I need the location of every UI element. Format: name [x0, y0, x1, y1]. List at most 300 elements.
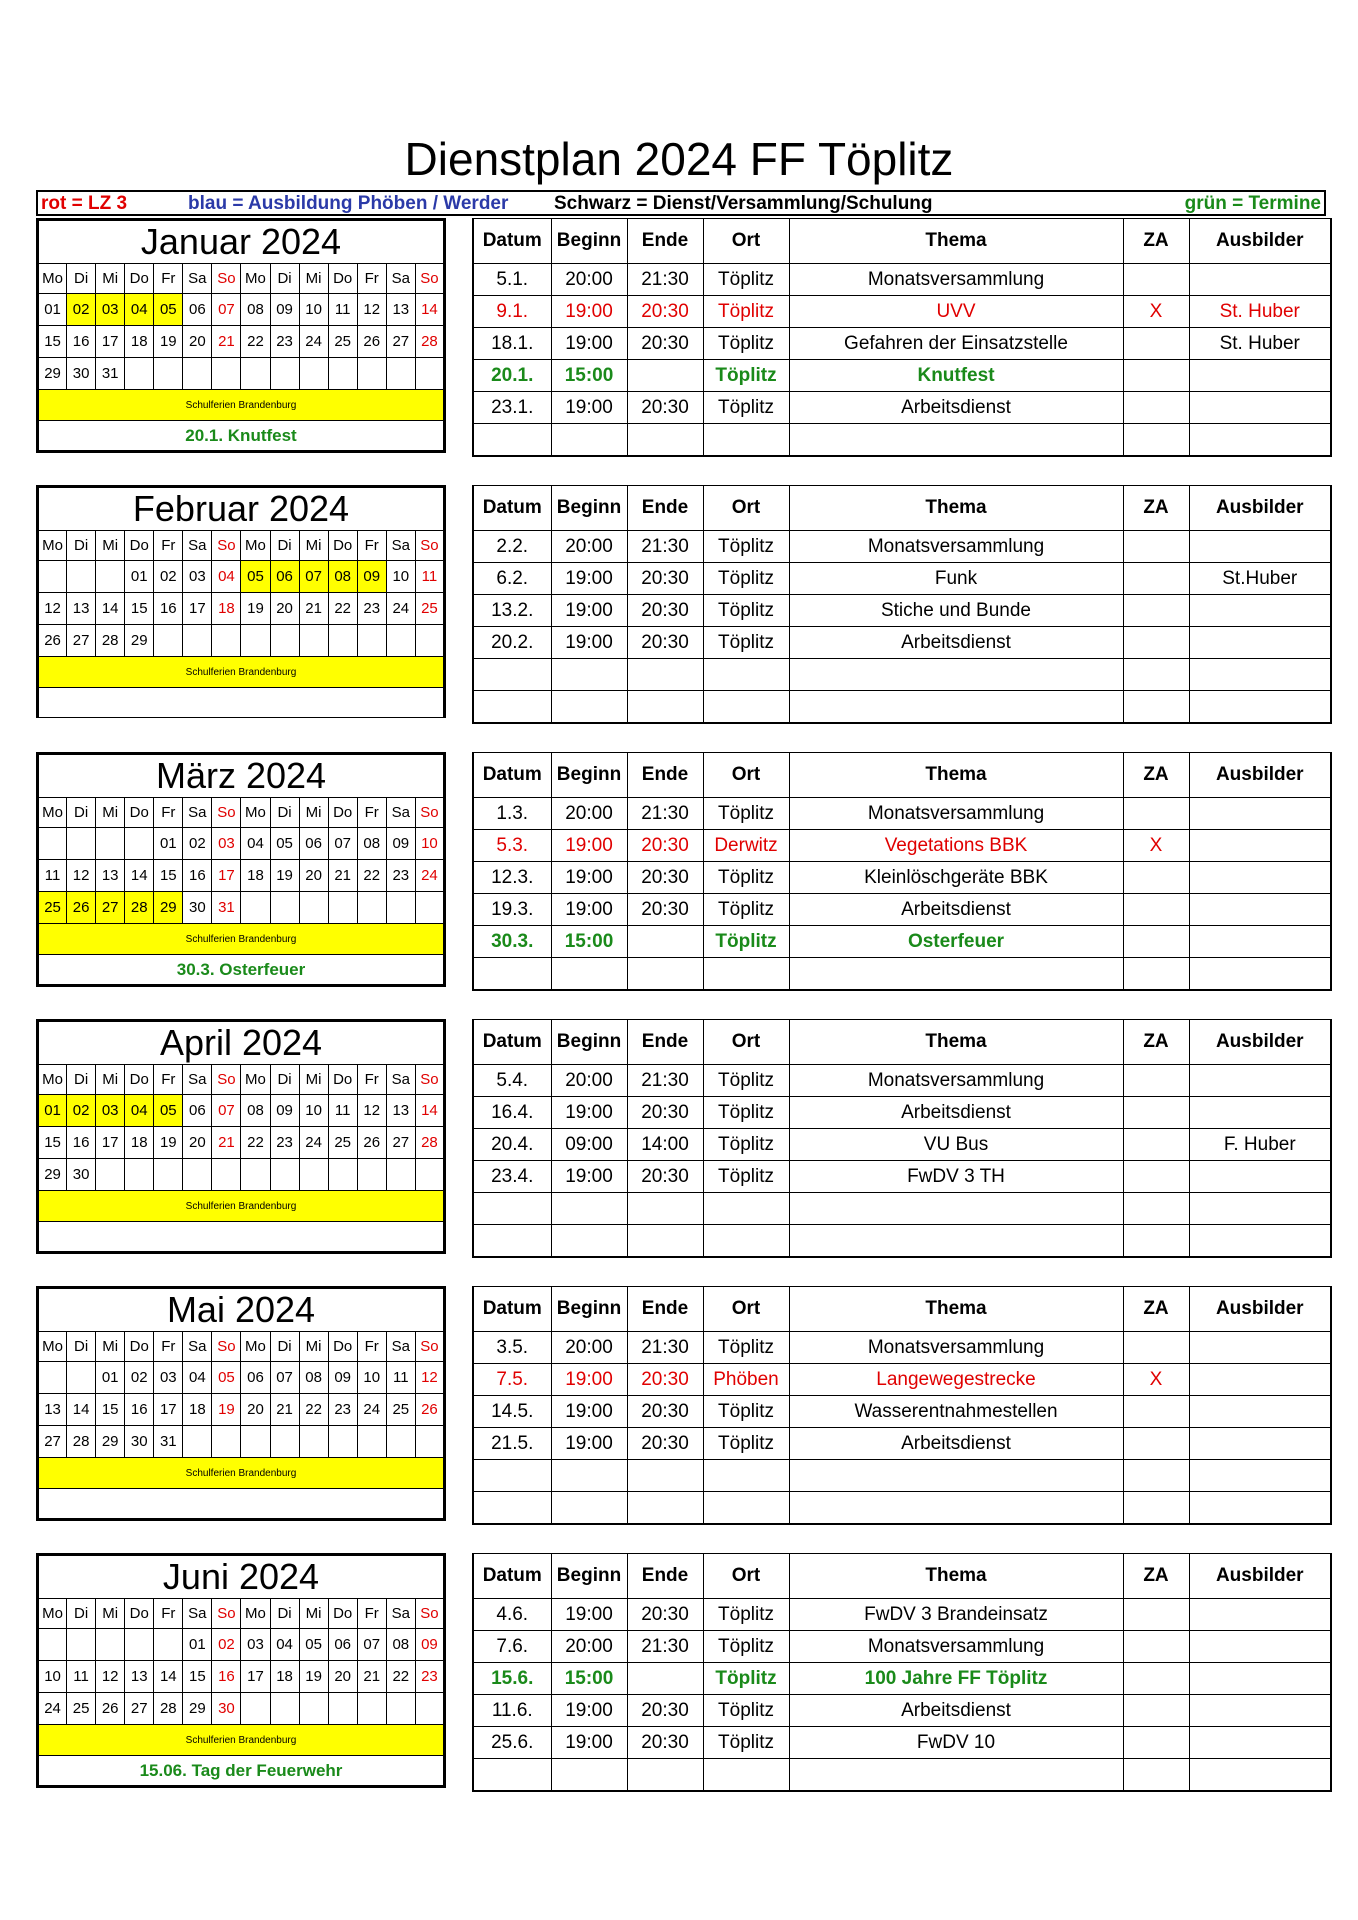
- cell-za: [1123, 1492, 1189, 1525]
- calendar-day: 19: [270, 860, 299, 892]
- calendar-day: [125, 828, 154, 860]
- calendar-day: 21: [357, 1661, 386, 1693]
- calendar-day: 06: [270, 561, 299, 593]
- calendar-day: [96, 828, 125, 860]
- weekday-header: Di: [67, 1599, 96, 1629]
- cell-ausbilder: St. Huber: [1189, 296, 1331, 328]
- cell-beginn: 15:00: [551, 926, 627, 958]
- column-header: Ausbilder: [1189, 1020, 1331, 1065]
- calendar-day: [183, 358, 212, 390]
- calendar-day: 21: [212, 326, 241, 358]
- calendar-day: [67, 828, 96, 860]
- calendar-day: 20: [299, 860, 328, 892]
- calendar-day: 24: [299, 326, 328, 358]
- calendar-day: 04: [183, 1362, 212, 1394]
- cell-datum: 23.4.: [473, 1161, 551, 1193]
- cell-za: [1123, 627, 1189, 659]
- weekday-header: Fr: [357, 1599, 386, 1629]
- calendar-day: 08: [241, 1095, 270, 1127]
- calendar-day: [386, 1693, 415, 1725]
- calendar-day: 04: [241, 828, 270, 860]
- schedule-row: [473, 830, 1331, 862]
- calendar-day: 07: [212, 294, 241, 326]
- calendar-day: [328, 1426, 357, 1458]
- calendar-day: [357, 1426, 386, 1458]
- calendar-day: [154, 1629, 183, 1661]
- cell-ort: Töplitz: [703, 296, 789, 328]
- cell-ende: 20:30: [627, 595, 703, 627]
- cell-ort: [703, 1225, 789, 1258]
- cell-ausbilder: [1189, 1161, 1331, 1193]
- weekday-header: Di: [67, 1065, 96, 1095]
- column-header: Thema: [789, 1554, 1123, 1599]
- calendar-day: 06: [328, 1629, 357, 1661]
- calendar-day: [270, 1159, 299, 1191]
- weekday-header: Do: [125, 798, 154, 828]
- calendar-day: 23: [386, 860, 415, 892]
- cell-za: [1123, 1695, 1189, 1727]
- calendar-day: [328, 892, 357, 924]
- column-header: Datum: [473, 1287, 551, 1332]
- cell-thema: VU Bus: [789, 1129, 1123, 1161]
- weekday-header: Fr: [154, 1065, 183, 1095]
- weekday-header: Mi: [96, 1599, 125, 1629]
- weekday-header: Mo: [241, 264, 270, 294]
- calendar-day: 01: [125, 561, 154, 593]
- month-calendar: [36, 218, 446, 453]
- calendar-day: 22: [357, 860, 386, 892]
- cell-thema: UVV: [789, 296, 1123, 328]
- calendar-day: 24: [38, 1693, 67, 1725]
- cell-ende: [627, 1759, 703, 1792]
- cell-za: [1123, 958, 1189, 991]
- weekday-header: Mo: [38, 1599, 67, 1629]
- calendar-day: 31: [154, 1426, 183, 1458]
- calendar-day: 06: [183, 1095, 212, 1127]
- cell-beginn: 19:00: [551, 894, 627, 926]
- calendar-day: 12: [415, 1362, 444, 1394]
- cell-ende: 21:30: [627, 1065, 703, 1097]
- cell-ort: Töplitz: [703, 563, 789, 595]
- column-header: Datum: [473, 486, 551, 531]
- cell-za: [1123, 424, 1189, 457]
- calendar-day: 27: [38, 1426, 67, 1458]
- calendar-day: 09: [270, 294, 299, 326]
- calendar-day: 19: [241, 593, 270, 625]
- month-schedule: [472, 1286, 1330, 1525]
- calendar-day: 29: [38, 1159, 67, 1191]
- cell-ort: [703, 958, 789, 991]
- cell-beginn: [551, 1492, 627, 1525]
- cell-ausbilder: [1189, 1695, 1331, 1727]
- cell-ort: Töplitz: [703, 1129, 789, 1161]
- column-header: ZA: [1123, 1020, 1189, 1065]
- calendar-day: [212, 1159, 241, 1191]
- cell-thema: [789, 1460, 1123, 1492]
- cell-datum: 30.3.: [473, 926, 551, 958]
- month-schedule: [472, 218, 1330, 457]
- schedule-table: [472, 218, 1332, 457]
- month-name: Februar 2024: [38, 487, 445, 531]
- month-note: 30.3. Osterfeuer: [38, 955, 445, 986]
- cell-ausbilder: [1189, 1759, 1331, 1792]
- schedule-row: [473, 1759, 1331, 1792]
- cell-thema: [789, 1193, 1123, 1225]
- cell-ende: 21:30: [627, 798, 703, 830]
- schedule-row: [473, 360, 1331, 392]
- weekday-header: Mo: [38, 798, 67, 828]
- cell-ende: 20:30: [627, 1161, 703, 1193]
- month-name: März 2024: [38, 754, 445, 798]
- weekday-header: Fr: [154, 264, 183, 294]
- cell-ende: 20:30: [627, 1695, 703, 1727]
- column-header: Datum: [473, 753, 551, 798]
- weekday-header: Do: [328, 1332, 357, 1362]
- cell-ausbilder: St.Huber: [1189, 563, 1331, 595]
- calendar-day: [270, 1426, 299, 1458]
- schedule-table: [472, 1553, 1332, 1792]
- calendar-day: 08: [299, 1362, 328, 1394]
- page-title: Dienstplan 2024 FF Töplitz: [404, 133, 954, 185]
- cell-ausbilder: [1189, 595, 1331, 627]
- column-header: Ort: [703, 486, 789, 531]
- cell-za: [1123, 1225, 1189, 1258]
- calendar-day: 21: [270, 1394, 299, 1426]
- cell-beginn: 19:00: [551, 1097, 627, 1129]
- calendar-day: [96, 1159, 125, 1191]
- cell-datum: 20.2.: [473, 627, 551, 659]
- weekday-header: Mi: [96, 1065, 125, 1095]
- cell-thema: Arbeitsdienst: [789, 894, 1123, 926]
- cell-datum: [473, 691, 551, 724]
- cell-beginn: 19:00: [551, 595, 627, 627]
- cell-za: [1123, 691, 1189, 724]
- calendar-day: 27: [96, 892, 125, 924]
- column-header: Ort: [703, 1020, 789, 1065]
- cell-datum: 18.1.: [473, 328, 551, 360]
- weekday-header: Mi: [96, 531, 125, 561]
- weekday-header: Mo: [241, 798, 270, 828]
- calendar-day: 05: [154, 1095, 183, 1127]
- calendar-day: 23: [357, 593, 386, 625]
- weekday-header: Mi: [299, 531, 328, 561]
- calendar-day: 02: [67, 294, 96, 326]
- calendar-day: 24: [386, 593, 415, 625]
- calendar-day: 07: [357, 1629, 386, 1661]
- calendar-day: 18: [270, 1661, 299, 1693]
- weekday-header: Mi: [96, 1332, 125, 1362]
- schedule-row: [473, 531, 1331, 563]
- column-header: Beginn: [551, 753, 627, 798]
- cell-datum: [473, 659, 551, 691]
- cell-datum: 20.1.: [473, 360, 551, 392]
- cell-za: [1123, 1599, 1189, 1631]
- calendar-day: 27: [67, 625, 96, 657]
- calendar-day: 27: [386, 326, 415, 358]
- cell-za: [1123, 1193, 1189, 1225]
- cell-za: [1123, 1631, 1189, 1663]
- calendar-grid: [36, 1286, 446, 1521]
- calendar-day: [357, 625, 386, 657]
- weekday-header: Do: [125, 1065, 154, 1095]
- weekday-header: So: [212, 1065, 241, 1095]
- calendar-day: 22: [299, 1394, 328, 1426]
- schedule-table: [472, 485, 1332, 724]
- cell-ausbilder: [1189, 424, 1331, 457]
- weekday-header: Fr: [357, 531, 386, 561]
- cell-thema: Knutfest: [789, 360, 1123, 392]
- weekday-header: Di: [67, 531, 96, 561]
- calendar-day: 14: [415, 1095, 444, 1127]
- cell-za: X: [1123, 296, 1189, 328]
- calendar-day: 08: [328, 561, 357, 593]
- cell-thema: Gefahren der Einsatzstelle: [789, 328, 1123, 360]
- cell-ende: 20:30: [627, 1364, 703, 1396]
- weekday-header: Mi: [299, 1599, 328, 1629]
- calendar-day: [38, 1629, 67, 1661]
- weekday-header: Fr: [154, 1332, 183, 1362]
- calendar-day: 03: [183, 561, 212, 593]
- calendar-day: 19: [154, 1127, 183, 1159]
- cell-ort: [703, 424, 789, 457]
- calendar-day: 02: [212, 1629, 241, 1661]
- cell-beginn: 19:00: [551, 1599, 627, 1631]
- calendar-day: 17: [183, 593, 212, 625]
- weekday-header: Mi: [299, 798, 328, 828]
- calendar-day: 20: [270, 593, 299, 625]
- calendar-day: 29: [96, 1426, 125, 1458]
- calendar-day: 12: [357, 294, 386, 326]
- calendar-day: 12: [96, 1661, 125, 1693]
- calendar-day: 22: [241, 326, 270, 358]
- cell-ort: [703, 1759, 789, 1792]
- calendar-day: [357, 358, 386, 390]
- calendar-day: 25: [328, 326, 357, 358]
- month-name: Mai 2024: [38, 1288, 445, 1332]
- cell-ort: Töplitz: [703, 1727, 789, 1759]
- calendar-day: 18: [212, 593, 241, 625]
- calendar-day: [328, 1159, 357, 1191]
- cell-datum: 14.5.: [473, 1396, 551, 1428]
- schedule-row: [473, 1631, 1331, 1663]
- weekday-header: Mi: [96, 798, 125, 828]
- cell-beginn: 09:00: [551, 1129, 627, 1161]
- calendar-day: 25: [386, 1394, 415, 1426]
- weekday-header: Sa: [386, 798, 415, 828]
- column-header: Beginn: [551, 219, 627, 264]
- cell-ausbilder: [1189, 627, 1331, 659]
- calendar-day: [386, 358, 415, 390]
- calendar-day: [67, 1362, 96, 1394]
- cell-ende: 20:30: [627, 627, 703, 659]
- column-header: Ort: [703, 1287, 789, 1332]
- weekday-header: Mi: [299, 264, 328, 294]
- cell-thema: Monatsversammlung: [789, 1332, 1123, 1364]
- calendar-day: [299, 1693, 328, 1725]
- weekday-header: Mo: [241, 1599, 270, 1629]
- calendar-day: 29: [154, 892, 183, 924]
- cell-ende: [627, 360, 703, 392]
- calendar-day: [241, 1426, 270, 1458]
- calendar-day: [328, 1693, 357, 1725]
- calendar-day: 23: [270, 1127, 299, 1159]
- calendar-day: 04: [270, 1629, 299, 1661]
- calendar-day: [212, 358, 241, 390]
- cell-ort: Töplitz: [703, 1599, 789, 1631]
- cell-za: [1123, 360, 1189, 392]
- calendar-day: 03: [96, 1095, 125, 1127]
- cell-thema: Arbeitsdienst: [789, 1097, 1123, 1129]
- cell-ende: [627, 926, 703, 958]
- calendar-day: 09: [386, 828, 415, 860]
- month-note: [38, 1489, 445, 1520]
- calendar-day: 24: [357, 1394, 386, 1426]
- cell-ende: 20:30: [627, 392, 703, 424]
- month-name: April 2024: [38, 1021, 445, 1065]
- calendar-day: 26: [357, 326, 386, 358]
- column-header: Beginn: [551, 1287, 627, 1332]
- holiday-bar: Schulferien Brandenburg: [38, 1458, 445, 1489]
- cell-datum: [473, 424, 551, 457]
- calendar-day: [38, 828, 67, 860]
- cell-ort: Töplitz: [703, 1695, 789, 1727]
- cell-datum: [473, 1193, 551, 1225]
- cell-ausbilder: [1189, 830, 1331, 862]
- column-header: ZA: [1123, 1287, 1189, 1332]
- calendar-day: 11: [328, 294, 357, 326]
- calendar-day: [212, 1426, 241, 1458]
- cell-datum: 3.5.: [473, 1332, 551, 1364]
- calendar-day: 11: [328, 1095, 357, 1127]
- calendar-day: 30: [183, 892, 212, 924]
- cell-datum: 15.6.: [473, 1663, 551, 1695]
- month-calendar: [36, 485, 446, 718]
- calendar-day: 18: [241, 860, 270, 892]
- calendar-day: [96, 561, 125, 593]
- weekday-header: Fr: [357, 1065, 386, 1095]
- cell-beginn: 19:00: [551, 296, 627, 328]
- calendar-day: 11: [386, 1362, 415, 1394]
- calendar-day: [241, 625, 270, 657]
- cell-za: [1123, 1428, 1189, 1460]
- calendar-day: 03: [96, 294, 125, 326]
- weekday-header: Sa: [183, 798, 212, 828]
- cell-za: [1123, 595, 1189, 627]
- calendar-day: [415, 1159, 444, 1191]
- calendar-day: [125, 1629, 154, 1661]
- calendar-day: [212, 625, 241, 657]
- calendar-day: 16: [67, 326, 96, 358]
- calendar-day: 15: [183, 1661, 212, 1693]
- cell-beginn: 20:00: [551, 531, 627, 563]
- calendar-day: [154, 625, 183, 657]
- column-header: Ende: [627, 219, 703, 264]
- column-header: Thema: [789, 1020, 1123, 1065]
- cell-thema: Monatsversammlung: [789, 264, 1123, 296]
- weekday-header: So: [212, 531, 241, 561]
- cell-ende: 20:30: [627, 1428, 703, 1460]
- column-header: Ende: [627, 486, 703, 531]
- cell-datum: 9.1.: [473, 296, 551, 328]
- calendar-day: 01: [96, 1362, 125, 1394]
- calendar-day: [386, 1426, 415, 1458]
- calendar-day: 15: [38, 326, 67, 358]
- weekday-header: Mo: [38, 1332, 67, 1362]
- cell-beginn: [551, 1225, 627, 1258]
- schedule-row: [473, 563, 1331, 595]
- calendar-day: 28: [125, 892, 154, 924]
- weekday-header: Sa: [386, 1332, 415, 1362]
- cell-beginn: [551, 958, 627, 991]
- cell-beginn: 19:00: [551, 1396, 627, 1428]
- calendar-day: [154, 358, 183, 390]
- cell-ort: Töplitz: [703, 1428, 789, 1460]
- weekday-header: Sa: [183, 1332, 212, 1362]
- cell-thema: [789, 958, 1123, 991]
- cell-ausbilder: [1189, 1460, 1331, 1492]
- cell-datum: 13.2.: [473, 595, 551, 627]
- calendar-day: [386, 1159, 415, 1191]
- cell-ausbilder: [1189, 958, 1331, 991]
- cell-ort: Töplitz: [703, 862, 789, 894]
- calendar-day: 17: [154, 1394, 183, 1426]
- cell-za: [1123, 1129, 1189, 1161]
- weekday-header: Mo: [38, 264, 67, 294]
- cell-beginn: [551, 659, 627, 691]
- calendar-day: 17: [96, 326, 125, 358]
- calendar-grid: [36, 218, 446, 453]
- cell-thema: FwDV 3 TH: [789, 1161, 1123, 1193]
- cell-thema: Osterfeuer: [789, 926, 1123, 958]
- calendar-day: 01: [183, 1629, 212, 1661]
- calendar-day: 22: [241, 1127, 270, 1159]
- column-header: Ende: [627, 1020, 703, 1065]
- calendar-day: [415, 358, 444, 390]
- calendar-day: 04: [212, 561, 241, 593]
- cell-thema: Arbeitsdienst: [789, 1428, 1123, 1460]
- cell-thema: Stiche und Bunde: [789, 595, 1123, 627]
- month-note: [38, 688, 445, 718]
- cell-ort: Töplitz: [703, 531, 789, 563]
- cell-ausbilder: [1189, 1663, 1331, 1695]
- calendar-day: 28: [96, 625, 125, 657]
- calendar-day: [299, 358, 328, 390]
- calendar-day: 16: [154, 593, 183, 625]
- cell-ausbilder: [1189, 1225, 1331, 1258]
- calendar-day: [357, 1693, 386, 1725]
- cell-datum: 5.3.: [473, 830, 551, 862]
- month-note: [38, 1222, 445, 1253]
- calendar-day: 21: [299, 593, 328, 625]
- calendar-day: 19: [299, 1661, 328, 1693]
- column-header: Ort: [703, 219, 789, 264]
- calendar-day: [357, 1159, 386, 1191]
- calendar-day: 01: [154, 828, 183, 860]
- calendar-day: 27: [386, 1127, 415, 1159]
- cell-datum: 6.2.: [473, 563, 551, 595]
- cell-thema: [789, 1759, 1123, 1792]
- calendar-day: 15: [96, 1394, 125, 1426]
- schedule-row: [473, 1599, 1331, 1631]
- cell-ende: [627, 691, 703, 724]
- column-header: Ende: [627, 753, 703, 798]
- legend-red: rot = LZ 3: [41, 193, 128, 214]
- calendar-day: 16: [67, 1127, 96, 1159]
- calendar-day: 29: [125, 625, 154, 657]
- cell-beginn: 19:00: [551, 830, 627, 862]
- calendar-day: 28: [415, 1127, 444, 1159]
- cell-ende: [627, 1492, 703, 1525]
